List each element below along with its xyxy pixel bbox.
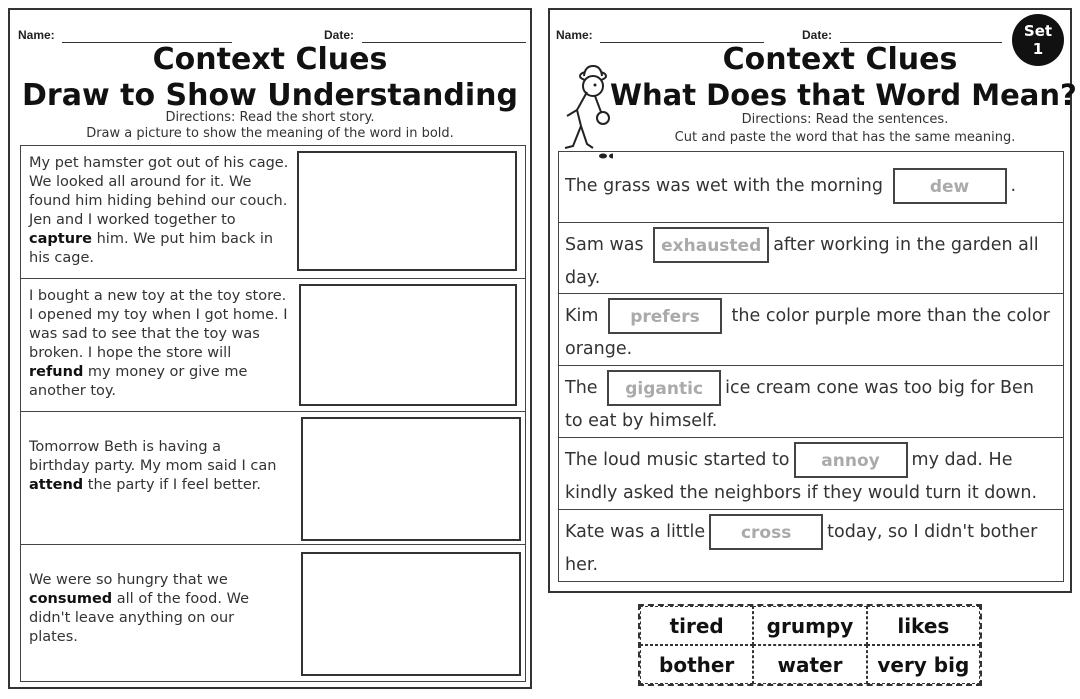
sentence-text: Kate was a little bbox=[565, 522, 706, 542]
story-box bbox=[20, 145, 526, 279]
story-box bbox=[20, 278, 526, 412]
story-text bbox=[29, 438, 279, 495]
right-worksheet bbox=[548, 8, 1077, 593]
sentence-row bbox=[558, 509, 1064, 582]
page-subtitle: Draw to Show Understanding bbox=[22, 78, 518, 113]
story-box bbox=[20, 544, 526, 682]
directions-line-2: Draw a picture to show the meaning of the word in bold. bbox=[86, 126, 454, 141]
drawing-box[interactable] bbox=[301, 417, 521, 541]
story-text bbox=[29, 154, 289, 268]
date-label: Date: bbox=[802, 28, 833, 42]
drawing-box[interactable] bbox=[301, 552, 521, 676]
word-card[interactable]: tired bbox=[640, 606, 753, 645]
word-card[interactable]: very big bbox=[867, 645, 980, 684]
name-label: Name: bbox=[18, 28, 55, 42]
bold-word: consumed bbox=[29, 591, 113, 607]
story-text-part: We were so hungry that we bbox=[29, 572, 228, 588]
answer-box[interactable]: exhausted bbox=[653, 227, 769, 263]
sentence-row bbox=[558, 151, 1064, 223]
set-label: Set bbox=[1023, 22, 1053, 40]
story-text-part: My pet hamster got out of his cage. We looked all around for it. We found him hiding behind our couch. Jen and I worked together to bbox=[29, 155, 289, 228]
story-text-part: all of the food. We didn't leave anything on our plates. bbox=[29, 591, 249, 645]
sentence-text: my dad. He kindly asked the neighbors if they would turn it down. bbox=[565, 450, 1038, 503]
set-badge bbox=[1012, 14, 1064, 66]
sentence-text: ice cream cone was too big for Ben to eat by himself. bbox=[565, 378, 1034, 431]
sentence-row bbox=[558, 437, 1064, 510]
sentence-text: Kim bbox=[565, 306, 599, 326]
directions-line-1: Directions: Read the sentences. bbox=[741, 112, 949, 127]
sentence-text: Sam was bbox=[565, 235, 644, 255]
sentence-row bbox=[558, 222, 1064, 294]
page-title: Context Clues bbox=[152, 42, 388, 77]
story-text bbox=[29, 571, 279, 647]
bold-word: capture bbox=[29, 231, 92, 247]
answer-box[interactable]: prefers bbox=[608, 298, 722, 334]
story-text-part: my money or give me another toy. bbox=[29, 364, 248, 399]
date-label: Date: bbox=[324, 28, 355, 42]
story-text-part: the party if I feel better. bbox=[83, 477, 261, 493]
answer-box[interactable]: dew bbox=[893, 168, 1007, 204]
sentence-text: after working in the garden all day. bbox=[565, 235, 1039, 288]
sentence-text: The grass was wet with the morning bbox=[565, 176, 883, 196]
sentence-text: the color purple more than the color orange. bbox=[565, 306, 1050, 359]
set-number: 1 bbox=[1032, 40, 1044, 58]
word-bank bbox=[638, 604, 982, 686]
sentence-text: today, so I didn't bother her. bbox=[565, 522, 1038, 575]
directions-line-2: Cut and paste the word that has the same meaning. bbox=[674, 130, 1016, 145]
sentence-row bbox=[558, 293, 1064, 366]
word-card[interactable]: likes bbox=[867, 606, 980, 645]
story-box bbox=[20, 411, 526, 545]
drawing-box[interactable] bbox=[299, 284, 517, 406]
word-card[interactable]: water bbox=[753, 645, 866, 684]
directions-line-1: Directions: Read the short story. bbox=[165, 110, 375, 125]
bold-word: refund bbox=[29, 364, 84, 380]
answer-box[interactable]: gigantic bbox=[607, 370, 721, 406]
bold-word: attend bbox=[29, 477, 84, 493]
sentence-text: . bbox=[1010, 176, 1017, 196]
detective-icon bbox=[553, 64, 613, 164]
story-text-part: Tomorrow Beth is having a birthday party. My mom said I can bbox=[29, 439, 277, 474]
story-text-part: I bought a new toy at the toy store. I opened my toy when I got home. I was sad to see that the toy was broken. I hope the store will bbox=[29, 288, 288, 361]
left-worksheet bbox=[8, 8, 532, 689]
story-text-part: him. We put him back in his cage. bbox=[29, 231, 274, 266]
answer-box[interactable]: annoy bbox=[794, 442, 908, 478]
sentence-row bbox=[558, 365, 1064, 438]
sentence-text: The loud music started to bbox=[565, 450, 790, 470]
story-text bbox=[29, 287, 289, 401]
page-subtitle: What Does that Word Mean? bbox=[610, 78, 1077, 112]
word-card[interactable]: bother bbox=[640, 645, 753, 684]
name-label: Name: bbox=[556, 28, 593, 42]
word-card[interactable]: grumpy bbox=[753, 606, 866, 645]
drawing-box[interactable] bbox=[297, 151, 517, 271]
page-title: Context Clues bbox=[722, 42, 958, 77]
sentence-text: The bbox=[565, 378, 598, 398]
answer-box[interactable]: cross bbox=[709, 514, 823, 550]
